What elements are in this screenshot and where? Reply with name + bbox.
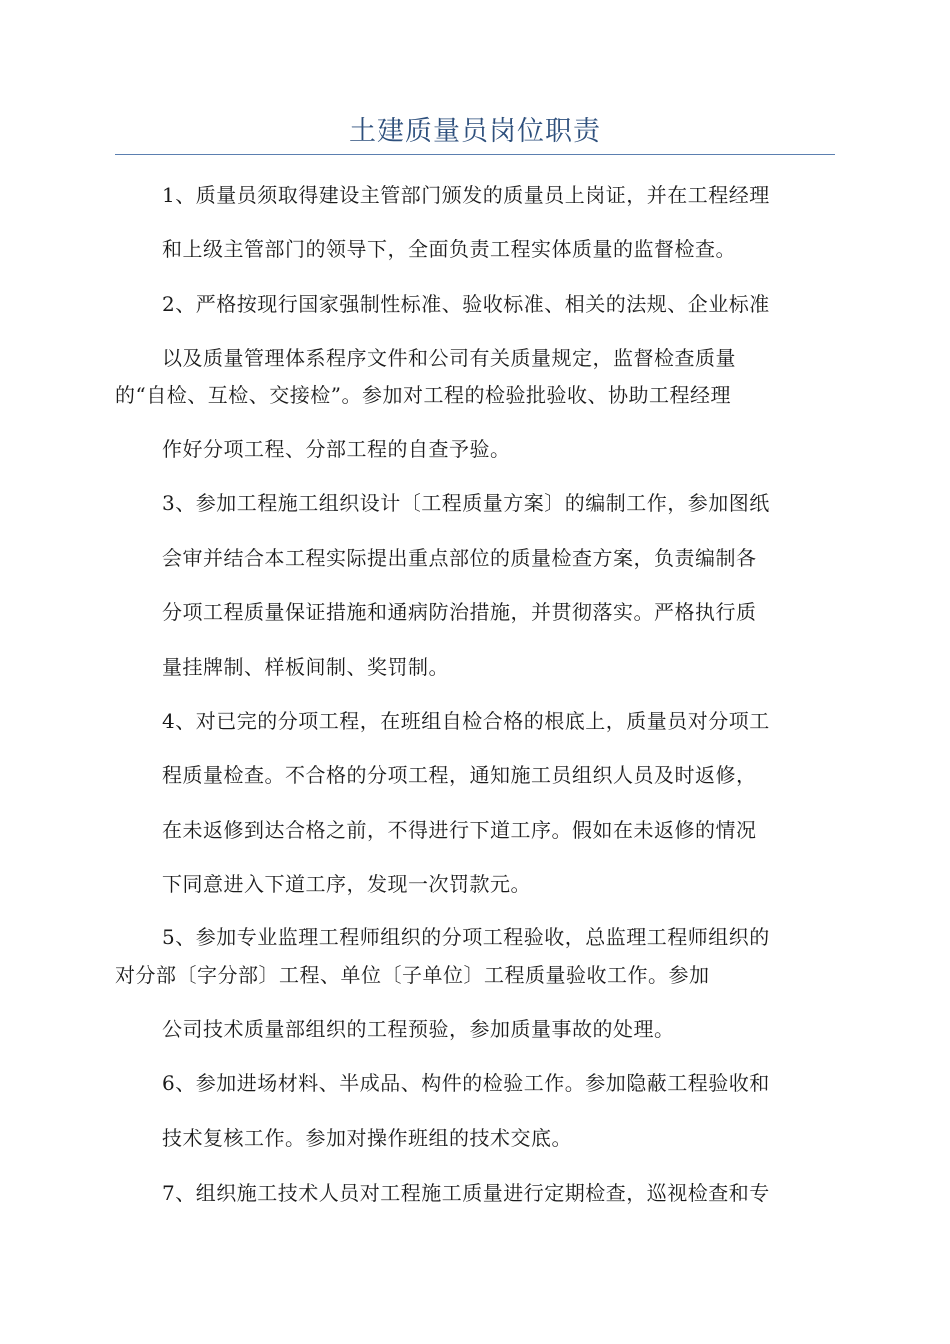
text-line: 的“自检、互检、交接检”。参加对工程的检验批验收、协助工程经理 <box>115 383 731 407</box>
text-line: 以及质量管理体系程序文件和公司有关质量规定，监督检查质量 <box>162 346 736 370</box>
text-line: 公司技术质量部组织的工程预验，参加质量事故的处理。 <box>162 1017 675 1041</box>
text-line: 3、参加工程施工组织设计〔工程质量方案〕的编制工作，参加图纸 <box>162 491 770 515</box>
text-line: 在未返修到达合格之前，不得进行下道工序。假如在未返修的情况 <box>162 818 757 842</box>
text-line: 和上级主管部门的领导下，全面负责工程实体质量的监督检查。 <box>162 237 736 261</box>
text-line: 量挂牌制、样板间制、奖罚制。 <box>162 655 449 679</box>
document-title: 土建质量员岗位职责 <box>349 116 601 147</box>
text-line: 7、组织施工技术人员对工程施工质量进行定期检查，巡视检查和专 <box>162 1181 770 1205</box>
text-line: 程质量检查。不合格的分项工程，通知施工员组织人员及时返修， <box>162 763 757 787</box>
title-underline <box>115 154 835 155</box>
text-line: 下同意进入下道工序，发现一次罚款元。 <box>162 872 531 896</box>
text-line: 对分部〔字分部〕工程、单位〔子单位〕工程质量验收工作。参加 <box>115 963 710 987</box>
text-line: 5、参加专业监理工程师组织的分项工程验收，总监理工程师组织的 <box>162 925 770 949</box>
text-line: 1、质量员须取得建设主管部门颁发的质量员上岗证，并在工程经理 <box>162 183 770 207</box>
text-line: 4、对已完的分项工程，在班组自检合格的根底上，质量员对分项工 <box>162 709 770 733</box>
text-line: 6、参加进场材料、半成品、构件的检验工作。参加隐蔽工程验收和 <box>162 1071 770 1095</box>
text-line: 作好分项工程、分部工程的自查予验。 <box>162 437 511 461</box>
text-line: 分项工程质量保证措施和通病防治措施，并贯彻落实。严格执行质 <box>162 600 757 624</box>
text-line: 会审并结合本工程实际提出重点部位的质量检查方案，负责编制各 <box>162 546 757 570</box>
text-line: 2、严格按现行国家强制性标准、验收标准、相关的法规、企业标准 <box>162 292 770 316</box>
text-line: 技术复核工作。参加对操作班组的技术交底。 <box>162 1126 572 1150</box>
